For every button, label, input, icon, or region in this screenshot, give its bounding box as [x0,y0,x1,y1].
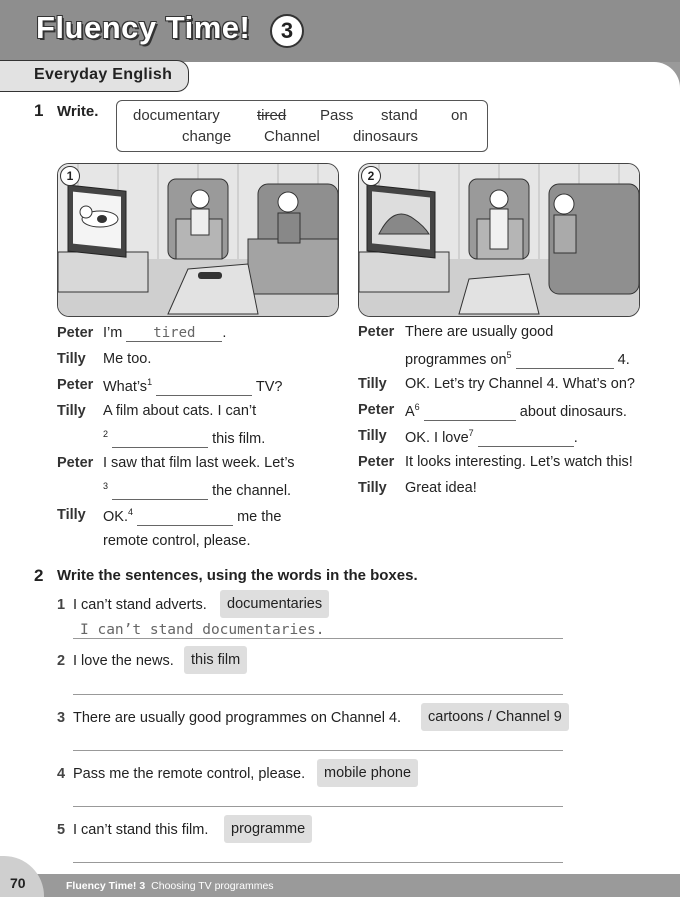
answer-blank[interactable] [424,404,516,421]
word-box-item: documentary [133,107,220,124]
item-sentence: I can’t stand this film. [73,822,209,838]
item-sentence: Pass me the remote control, please. [73,766,306,782]
picture-1-number: 1 [60,166,80,186]
dialogue-line: remote control, please. [103,533,251,549]
dialogue-line: I’m tired . [103,325,227,341]
speaker-name: Tilly [57,403,86,419]
dialogue-line: It looks interesting. Let’s watch this! [405,454,633,470]
dialogue-line: $^2$ this film. [103,429,266,447]
exercise-1-number: 1 [34,101,44,120]
exercise-1-instruction: Write. [57,103,99,120]
exercise-2-instruction: Write the sentences, using the words in the boxes. [57,567,418,584]
dialogue-line: I saw that film last week. Let’s [103,455,295,471]
dialogue-line: $What’s^1$ TV? [103,377,283,395]
speaker-name: Peter [57,325,94,341]
answer-blank[interactable] [156,379,252,396]
dialogue-line: OK. Let’s try Channel 4. What’s on? [405,376,635,392]
word-chip: this film [184,646,247,674]
item-sentence: There are usually good programmes on Channel 4. [73,710,402,726]
word-box [116,100,488,152]
word-box-item-used: tired [257,107,287,124]
answer-line[interactable] [73,750,563,751]
example-answer: I can’t stand documentaries. [80,622,325,638]
section-title: Everyday English [34,66,173,83]
word-chip: mobile phone [317,759,418,787]
word-box-item: Pass [320,107,354,124]
dialogue-line: $A^6$ about dinosaurs. [405,402,627,420]
word-chip: programme [224,815,312,843]
speaker-name: Peter [358,454,395,470]
answer-line[interactable] [73,638,563,639]
section-tab [0,60,189,92]
word-chip: documentaries [220,590,329,618]
word-box-item: on [451,107,468,124]
dialogue-line: A film about cats. I can’t [103,403,257,419]
speaker-name: Peter [358,324,395,340]
speaker-name: Tilly [57,351,86,367]
picture-2-number: 2 [361,166,381,186]
answer-blank[interactable] [126,325,222,342]
item-number: 3 [57,710,66,726]
page-number: 70 [10,875,26,891]
dialogue-line: $^3$ the channel. [103,481,292,499]
answer-line[interactable] [73,806,563,807]
item-number: 2 [57,653,66,669]
item-number: 4 [57,766,66,782]
picture-2 [358,163,640,317]
dialogue-line: Great idea! [405,480,477,496]
answer-blank[interactable] [112,431,208,448]
picture-1 [57,163,339,317]
exercise-2-number: 2 [34,566,44,585]
item-sentence: I can’t stand adverts. [73,597,207,613]
example-answer: tired [153,325,196,341]
speaker-name: Peter [358,402,395,418]
answer-line[interactable] [73,862,563,863]
speaker-name: Peter [57,377,94,393]
speaker-name: Tilly [358,428,387,444]
item-number: 1 [57,597,66,613]
speaker-name: Tilly [57,507,86,523]
dialogue-line: OK.$^4$ me the [103,507,282,525]
item-number: 5 [57,822,66,838]
answer-blank[interactable] [516,352,614,369]
word-box-item: stand [381,107,418,124]
dialogue-line: There are usually good [405,324,554,340]
answer-blank[interactable] [112,483,208,500]
dialogue-line: OK. I love$^7$ . [405,428,578,446]
word-box-item: Channel [264,128,320,145]
living-room-cat-film-illustration [58,164,338,316]
speaker-name: Peter [57,455,94,471]
answer-blank[interactable] [137,509,233,526]
word-box-item: dinosaurs [353,128,419,145]
page-title: Fluency Time! [36,10,251,45]
dialogue-line: programmes $on^5$ 4. [405,350,630,368]
word-chip: cartoons / Channel 9 [421,703,569,731]
item-sentence: I love the news. [73,653,174,669]
footer-caption: Fluency Time! 3 Choosing TV programmes [66,880,274,892]
speaker-name: Tilly [358,376,387,392]
answer-blank[interactable] [478,430,574,447]
living-room-dinosaur-film-illustration [359,164,639,316]
unit-number-badge: 3 [270,14,304,48]
answer-line[interactable] [73,694,563,695]
word-box-item: change [182,128,232,145]
speaker-name: Tilly [358,480,387,496]
dialogue-line: Me too. [103,351,152,367]
